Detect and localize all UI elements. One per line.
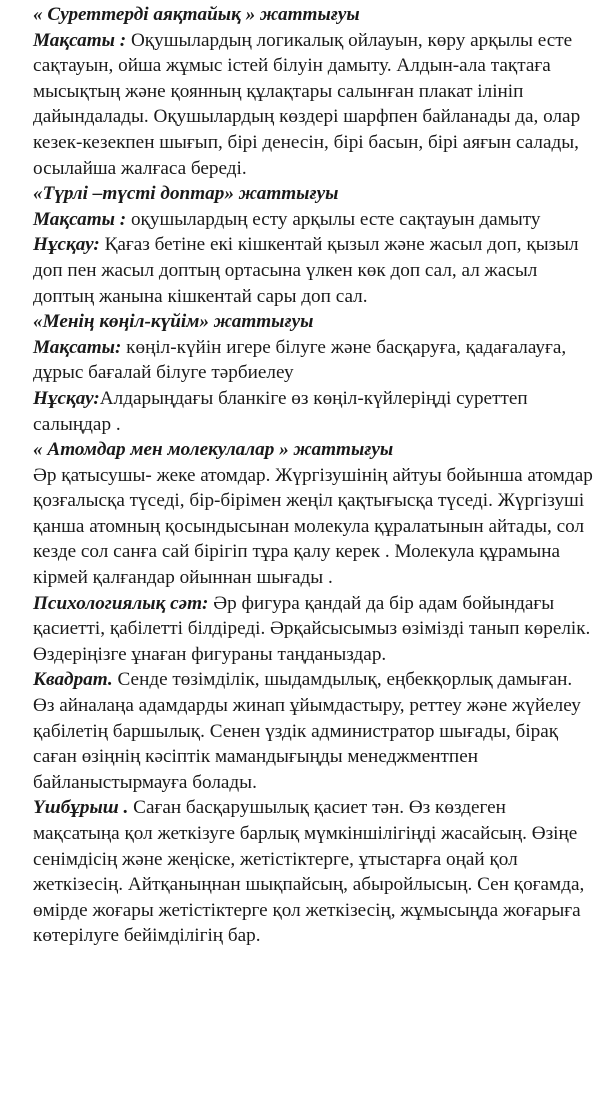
paragraph-goal-finish-pictures (33, 28, 593, 182)
document-page (33, 2, 593, 949)
instruction-label: Нұсқау: (33, 234, 100, 256)
goal-text: оқушылардың есту арқылы есте сақтауын дамыту (126, 208, 541, 230)
paragraph-goal-colored-balls (33, 207, 593, 233)
instruction-label: Нұсқау: (33, 387, 100, 409)
paragraph-triangle (33, 795, 593, 949)
square-label: Квадрат. (33, 669, 113, 691)
psych-moment-text: Әр фигура қандай да бір адам бойындағы қасиетті, қабілетті білдіреді. Әрқайсысымыз өзімізді танып көрелік. Өздеріңізге ұнаған фигураны таңданыздар. (33, 592, 591, 665)
goal-label: Мақсаты : (33, 29, 127, 51)
section-title-atoms-molecules: « Атомдар мен молекулалар » жаттығуы (33, 439, 394, 461)
square-text: Сенде төзімділік, шыдамдылық, еңбекқорлық дамыған. Өз айналаңа адамдарды жинап ұйымдастыру, реттеу және жүйелеу қабілетің баршылық. Сенен үздік администратор шығады, бірақ саған өзіңнің кәсіптік мамандығыңды менеджментпен байланыстырмауға болады. (33, 669, 581, 793)
triangle-label: Үшбұрыш . (33, 797, 129, 819)
paragraph-goal-my-mood (33, 335, 593, 386)
paragraph-atoms-description (33, 463, 593, 591)
goal-text: көңіл-күйін игере білуге және басқаруға, қадағалауға, дұрыс бағалай білуге тәрбиелеу (33, 336, 567, 384)
goal-label: Мақсаты: (33, 336, 122, 358)
atoms-text: Әр қатысушы- жеке атомдар. Жүргізушінің айтуы бойынша атомдар қозғалысқа түседі, бір-бірімен жеңіл қақтығысқа түседі. Жүргізуші қанша атомның қосындысынан молекула құралатынын айтады, сол кезде сол санға сай бірігіп тұра қалу керек . Молекула құрамына кірмей қалғандар ойыннан шығады . (33, 464, 593, 589)
paragraph-instruction-my-mood (33, 386, 593, 437)
paragraph-square (33, 667, 593, 795)
paragraph-instruction-colored-balls (33, 232, 593, 309)
section-title-finish-pictures: « Суреттерді аяқтайық » жаттығуы (33, 4, 360, 25)
instruction-text: Қағаз бетіне екі кішкентай қызыл және жасыл доп, қызыл доп пен жасыл доптың ортасына үлкен көк доп сал, ал жасыл доптың жанына кішкентай сары доп сал. (33, 234, 579, 307)
paragraph-psychological-moment (33, 591, 593, 668)
triangle-text: Саған басқарушылық қасиет тән. Өз көздеген мақсатыңа қол жеткізуге барлық мүмкіншілігіңді жасайсың. Өзіңе сенімдісің және жеңіске, жетістіктерге, ұтыстарға оңай қол жеткізесің. Айтқаныңнан шықпайсың, абыройлысың. Сен қоғамда, өмірде жоғары жетістіктерге қол жеткізесің, жұмысыңда жоғарыға көтерілуге бейімділігің бар. (33, 797, 585, 947)
goal-label: Мақсаты : (33, 208, 127, 230)
goal-text: Оқушылардың логикалық ойлауын, көру арқылы есте сақтауын, ойша жұмыс істей білуін дамыту. Алдын-ала тақтаға мысықтың және қоянның құлақтары салынған плакат ілініп дайындалады. Оқушылардың көздері шарфпен байланады да, олар кезек-кезекпен шығып, бірі денесін, бірі басын, бірі аяғын салады, осылайша жалғаса береді. (33, 29, 581, 179)
instruction-text: Алдарыңдағы бланкіге өз көңіл-күйлеріңді суреттеп салыңдар . (33, 387, 528, 435)
psych-moment-label: Психологиялық сәт: (33, 592, 209, 614)
section-title-colored-balls: «Түрлі –түсті доптар» жаттығуы (33, 183, 339, 205)
section-title-my-mood: «Менің көңіл-күйім» жаттығуы (33, 311, 314, 333)
